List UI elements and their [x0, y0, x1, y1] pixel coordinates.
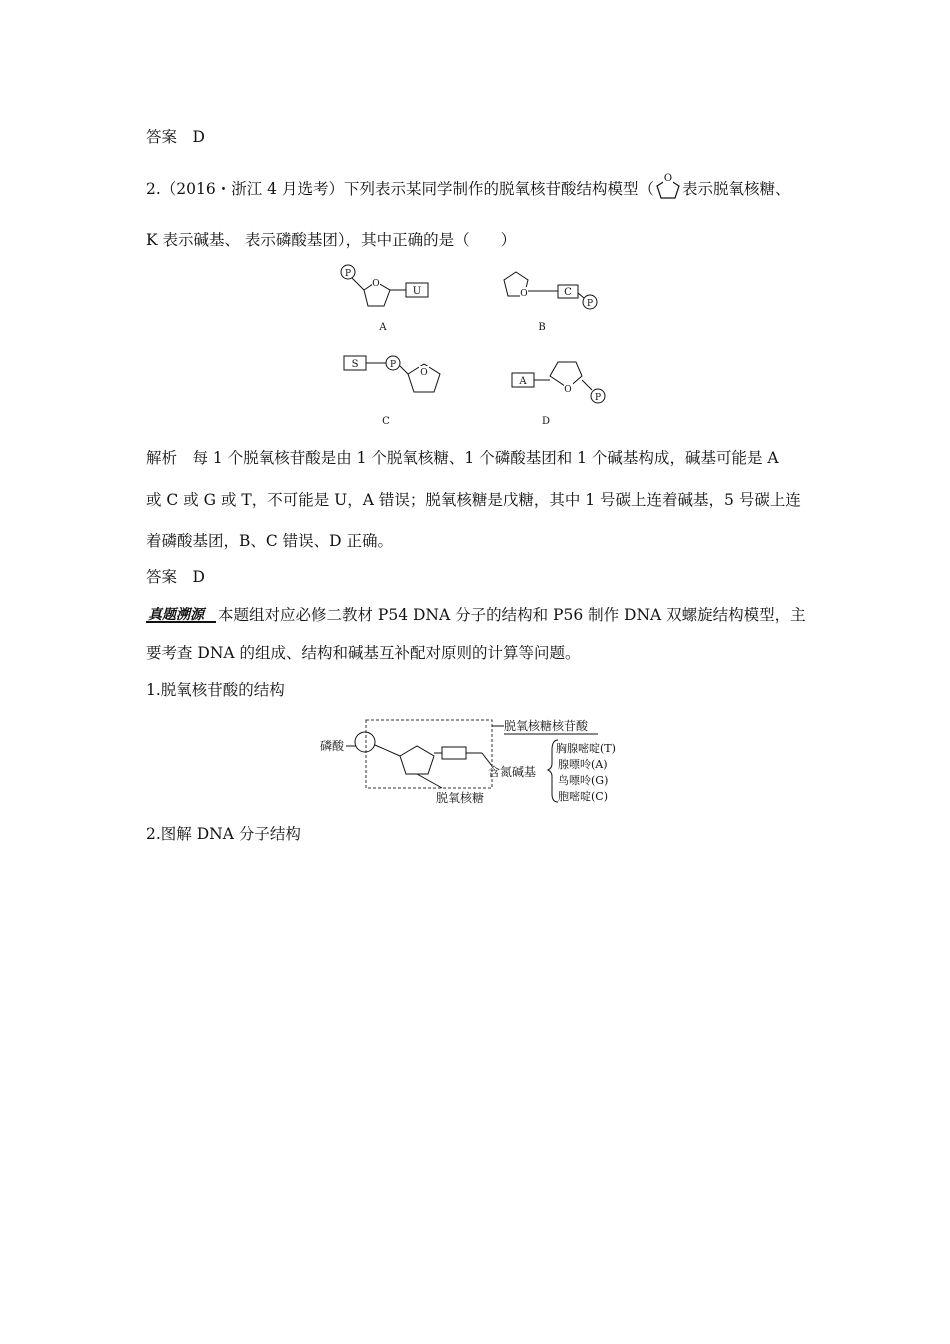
base-diagram-label: 含氮碱基	[488, 765, 537, 779]
source-badge	[146, 604, 216, 624]
analysis-line-2: 或 C 或 G 或 T，不可能是 U，A 错误；脱氧核糖是戊糖，其中 1 号碳上连着碱基，5 号碳上连	[146, 491, 801, 509]
base-label-c: S	[351, 359, 359, 370]
sugar-diagram-label: 脱氧核糖	[436, 791, 485, 805]
analysis-line-1: 解析 每 1 个脱氧核苷酸是由 1 个脱氧核糖、1 个磷酸基团和 1 个碱基构成，碱基可能是 A	[146, 449, 779, 467]
analysis-line-3: 着磷酸基团，B、C 错误、D 正确。	[146, 532, 394, 550]
base-label-d: A	[519, 376, 527, 387]
base-label-b: C	[564, 287, 572, 298]
phosphate-label: P	[344, 269, 352, 279]
oxygen-label: O	[520, 289, 528, 299]
question-2-line-2: K 表示碱基、 表示磷酸基团），其中正确的是（ ）	[146, 231, 517, 249]
answer-1: 答案 D	[146, 128, 205, 146]
oxygen-label: O	[372, 279, 380, 289]
phosphate-label: P	[586, 299, 594, 309]
heading-nucleotide-structure: 1.脱氧核苷酸的结构	[146, 681, 285, 699]
base-type-2: 腺嘌呤(A)	[558, 758, 608, 771]
option-a-label: A	[379, 322, 387, 333]
base-type-1: 胸腺嘧啶(T)	[556, 742, 616, 755]
base-label-a: U	[412, 286, 422, 297]
pentose-o-label: O	[663, 173, 673, 184]
option-d	[512, 362, 605, 427]
oxygen-label: O	[564, 385, 572, 395]
option-c-label: C	[382, 416, 390, 427]
question-2-middle: 表示脱氧核糖、	[681, 180, 791, 198]
option-c	[344, 356, 440, 427]
phosphate-diagram-label: 磷酸	[320, 739, 345, 753]
heading-dna-structure: 2.图解 DNA 分子结构	[146, 825, 301, 843]
source-badge-text: 真题溯源	[148, 607, 204, 623]
answer-2: 答案 D	[146, 568, 205, 586]
source-line-1: 本题组对应必修二教材 P54 DNA 分子的结构和 P56 制作 DNA 双螺旋结构模型，主	[218, 606, 806, 624]
base-type-3: 鸟嘌呤(G)	[558, 774, 609, 787]
source-line-2: 要考查 DNA 的组成、结构和碱基互补配对原则的计算等问题。	[146, 644, 581, 662]
option-b-label: B	[538, 322, 546, 333]
option-d-label: D	[541, 416, 551, 427]
nucleotide-diagram	[320, 710, 640, 810]
options-figure	[330, 258, 620, 433]
pentose-ring-icon	[654, 170, 682, 200]
option-a	[341, 265, 428, 333]
nucleotide-label: 脱氧核糖核苷酸	[504, 719, 589, 733]
phosphate-label: P	[594, 393, 602, 403]
phosphate-label: P	[389, 360, 397, 370]
option-b	[504, 272, 597, 333]
question-2-line-1	[146, 170, 790, 200]
oxygen-label: O	[420, 368, 428, 378]
question-2-prefix: 2.（2016・浙江 4 月选考）下列表示某同学制作的脱氧核苷酸结构模型（	[146, 180, 654, 198]
base-type-4: 胞嘧啶(C)	[558, 790, 608, 803]
